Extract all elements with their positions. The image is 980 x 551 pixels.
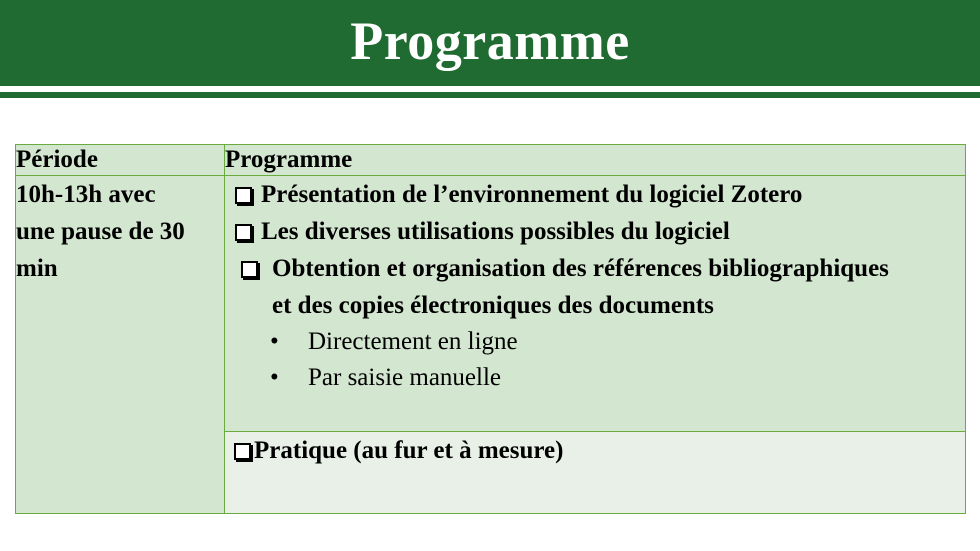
list-item-text: Obtention et organisation des références bibliographiques et des copies électroniques des documents <box>272 255 889 319</box>
list-item <box>225 250 965 324</box>
practice-cell <box>225 432 966 514</box>
sub-list-item-text: Par saisie manuelle <box>308 364 501 391</box>
checkbox-bullet-icon <box>241 261 258 278</box>
bullet-dot-icon: • <box>270 364 279 391</box>
table-header-row <box>16 145 966 176</box>
checkbox-bullet-icon <box>234 443 251 460</box>
periode-line: une pause de 30 <box>16 218 185 245</box>
header-periode: Période <box>16 145 225 176</box>
list-item-text: Pratique (au fur et à mesure) <box>254 437 564 464</box>
programme-cell <box>225 176 966 432</box>
list-item <box>225 213 965 250</box>
checkbox-bullet-icon <box>235 187 252 204</box>
list-item-text: Les diverses utilisations possibles du logiciel <box>261 218 730 245</box>
sub-list-item <box>225 360 965 396</box>
periode-cell <box>16 176 225 514</box>
sub-list-item <box>225 324 965 360</box>
periode-line: min <box>16 255 58 282</box>
list-item <box>225 432 965 469</box>
page-title: Programme <box>350 11 630 71</box>
table-row <box>16 176 966 432</box>
periode-line: 10h-13h avec <box>16 181 156 208</box>
title-bar <box>0 0 980 86</box>
header-programme: Programme <box>225 145 966 176</box>
bullet-dot-icon: • <box>270 328 279 355</box>
checkbox-bullet-icon <box>235 224 252 241</box>
list-item <box>225 176 965 213</box>
list-item-text: Présentation de l’environnement du logiciel Zotero <box>261 181 803 208</box>
programme-table <box>15 144 966 514</box>
sub-list-item-text: Directement en ligne <box>308 328 518 355</box>
title-underline <box>0 92 980 98</box>
